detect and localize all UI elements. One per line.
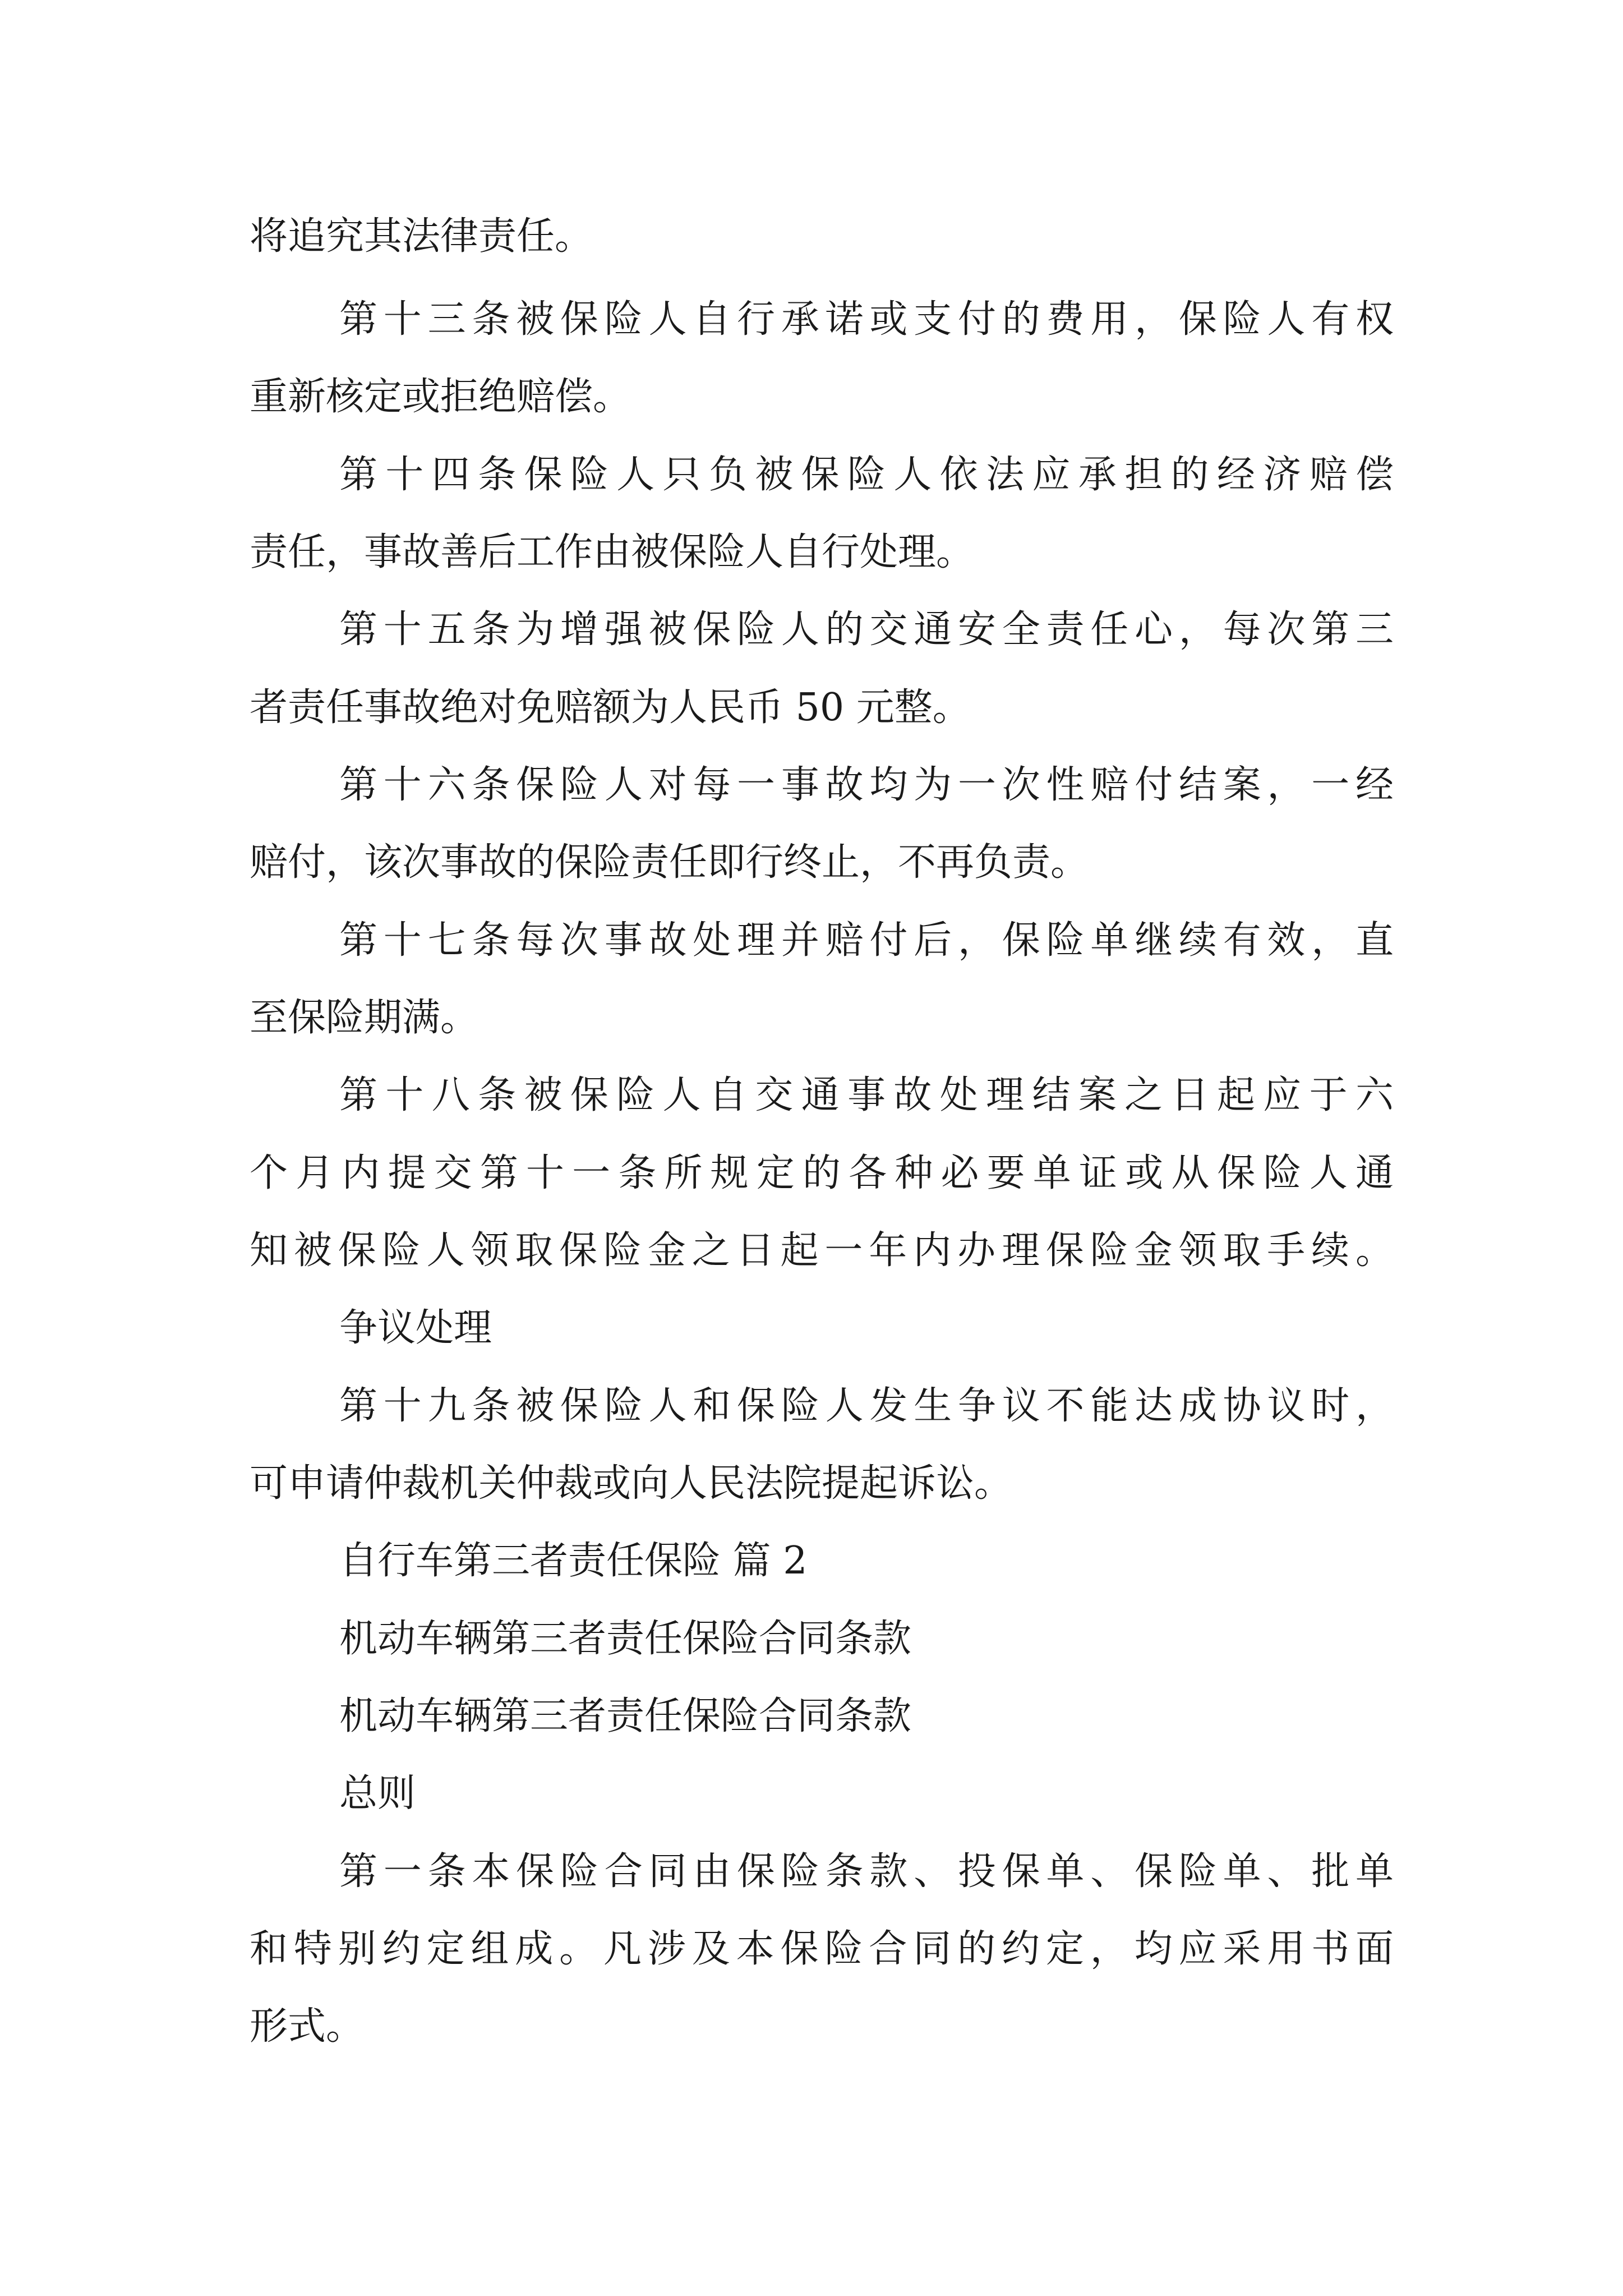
- text-line: 形式。: [250, 2004, 365, 2049]
- text-line: 第十四条保险人只负被保险人依法应承担的经济赔偿: [339, 453, 1394, 497]
- text-line: 第十三条被保险人自行承诺或支付的费用，保险人有权: [339, 297, 1394, 342]
- text-line: 者责任事故绝对免赔额为人民币 50 元整。: [250, 685, 971, 730]
- text-line: 第十八条被保险人自交通事故处理结案之日起应于六: [339, 1073, 1394, 1117]
- text-line: 第十九条被保险人和保险人发生争议不能达成协议时，: [339, 1384, 1394, 1428]
- section-heading: 机动车辆第三者责任保险合同条款: [339, 1617, 912, 1661]
- text-line: 第十六条保险人对每一事故均为一次性赔付结案，一经: [339, 763, 1394, 807]
- text-line: 将追究其法律责任。: [250, 214, 593, 259]
- section-heading: 争议处理: [339, 1306, 492, 1350]
- text-line: 和特别约定组成。凡涉及本保险合同的约定，均应采用书面: [250, 1927, 1394, 1971]
- text-line: 第十五条为增强被保险人的交通安全责任心，每次第三: [339, 608, 1394, 652]
- text-line: 个月内提交第十一条所规定的各种必要单证或从保险人通: [250, 1151, 1394, 1195]
- text-line: 知被保险人领取保险金之日起一年内办理保险金领取手续。: [250, 1228, 1394, 1273]
- section-heading: 总则: [339, 1772, 416, 1816]
- text-line: 第一条本保险合同由保险条款、投保单、保险单、批单: [339, 1849, 1394, 1894]
- section-heading: 自行车第三者责任保险 篇 2: [339, 1539, 808, 1583]
- text-line: 至保险期满。: [250, 996, 479, 1040]
- text-line: 第十七条每次事故处理并赔付后，保险单继续有效，直: [339, 918, 1394, 963]
- text-line: 重新核定或拒绝赔偿。: [250, 375, 631, 419]
- text-line: 责任，事故善后工作由被保险人自行处理。: [250, 530, 975, 574]
- text-line: 可申请仲裁机关仲裁或向人民法院提起诉讼。: [250, 1461, 1013, 1506]
- section-heading: 机动车辆第三者责任保险合同条款: [339, 1694, 912, 1738]
- text-line: 赔付，该次事故的保险责任即行终止，不再负责。: [250, 840, 1089, 885]
